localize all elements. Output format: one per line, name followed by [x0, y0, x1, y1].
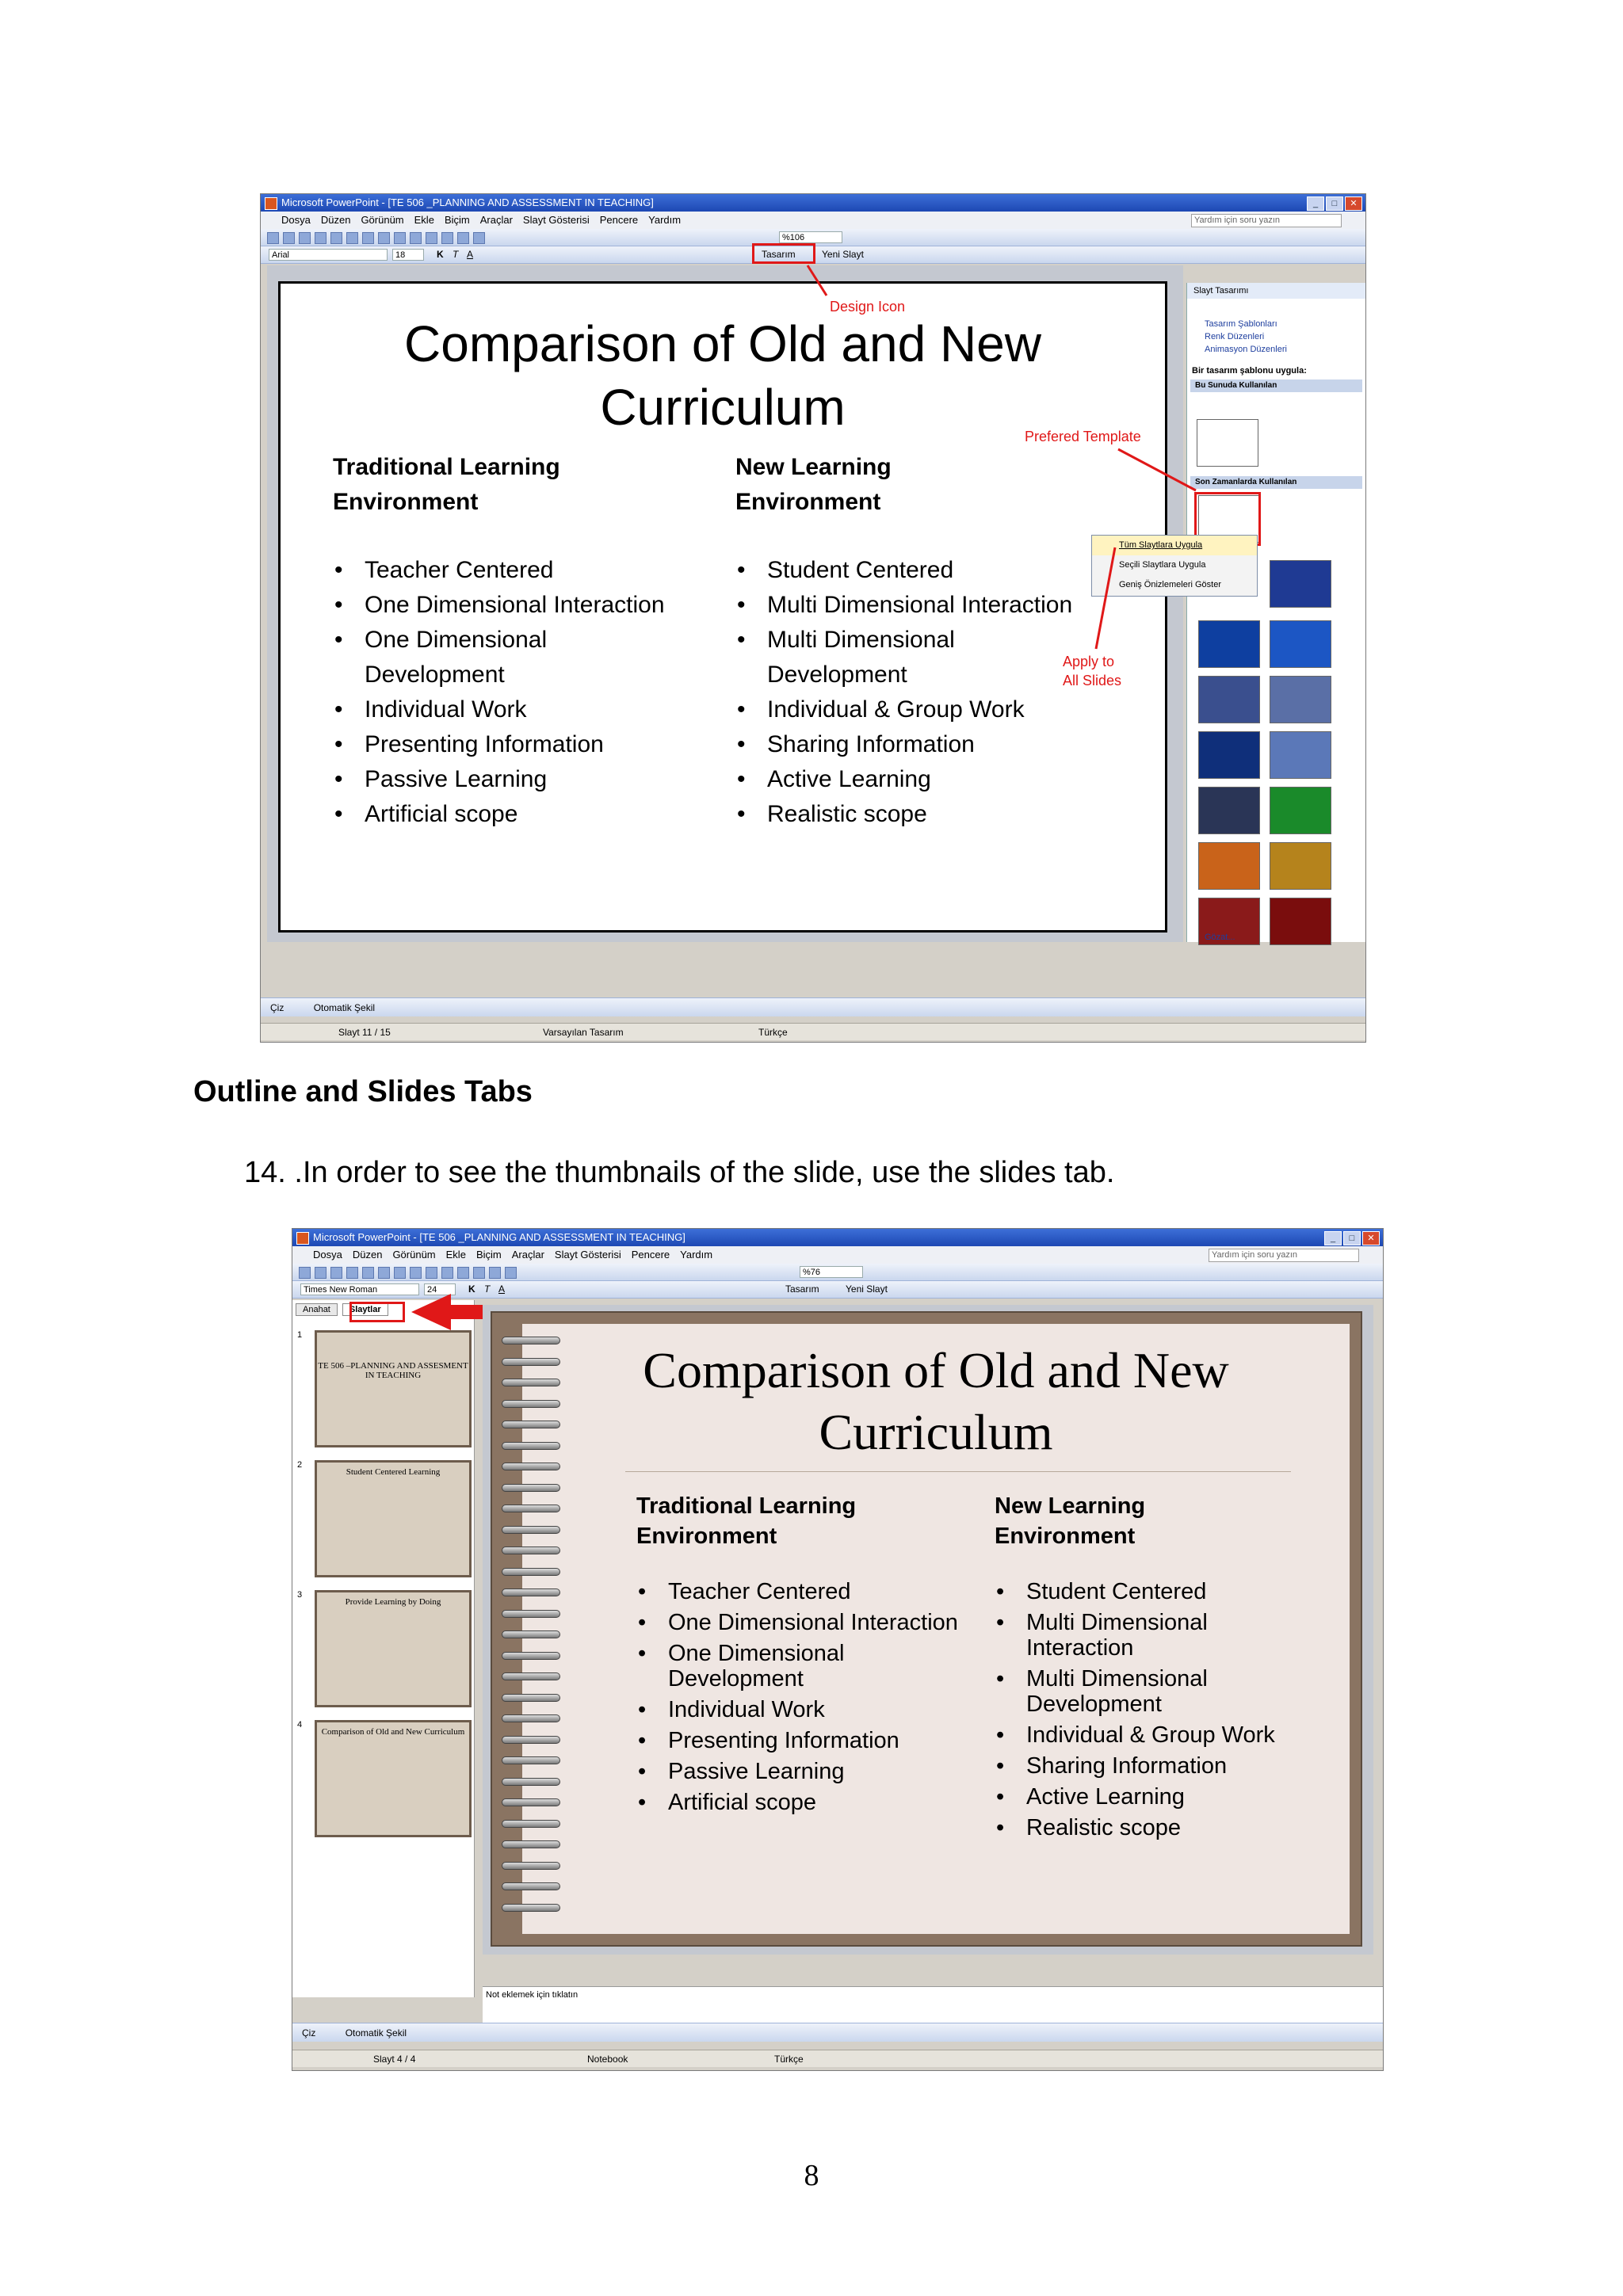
apply-selected-slides-item[interactable]: Seçili Slaytlara Uygula — [1119, 560, 1206, 570]
menu-help[interactable]: Yardım — [680, 1249, 713, 1261]
design-button[interactable]: Tasarım — [762, 249, 796, 260]
list-item: • Active Learning — [995, 1784, 1312, 1810]
italic-button[interactable]: T — [453, 249, 459, 260]
left-heading-line2: Environment — [333, 489, 479, 515]
thumb-number: 1 — [297, 1330, 303, 1340]
slide-title-line2: Curriculum — [600, 379, 846, 436]
menu-insert[interactable]: Ekle — [414, 214, 434, 226]
list-item: • One Dimensional Development — [333, 623, 571, 692]
zoom-select[interactable]: %106 — [779, 231, 842, 243]
spiral-ring — [502, 1798, 560, 1806]
spiral-ring — [502, 1652, 560, 1660]
slide-thumbnail-4[interactable] — [315, 1720, 472, 1837]
right-heading-line2: Environment — [995, 1524, 1136, 1549]
status-language: Türkçe — [758, 1027, 788, 1038]
spiral-ring — [502, 1694, 560, 1702]
step-paragraph: 14. .In order to see the thumbnails of the slide, use the slides tab. — [244, 1156, 1115, 1189]
list-item: • Student Centered — [735, 553, 1116, 588]
status-design-name: Notebook — [587, 2054, 628, 2065]
list-item: • Teacher Centered — [333, 553, 705, 588]
status-bar — [261, 1023, 1365, 1040]
list-item: • Passive Learning — [333, 762, 705, 797]
menu-format[interactable]: Biçim — [475, 1249, 502, 1261]
list-item: • Artificial scope — [333, 797, 705, 832]
list-item: • Sharing Information — [995, 1753, 1312, 1779]
spiral-ring — [502, 1463, 560, 1470]
slide-paper — [522, 1324, 1350, 1934]
list-item: • Realistic scope — [735, 797, 1116, 832]
right-heading-line1: New Learning — [995, 1493, 1146, 1519]
new-slide-button[interactable]: Yeni Slayt — [822, 249, 864, 260]
spiral-ring — [502, 1778, 560, 1786]
slide-thumbnail-3[interactable] — [315, 1590, 472, 1707]
spiral-ring — [502, 1568, 560, 1576]
status-slide-count: Slayt 4 / 4 — [373, 2054, 416, 2065]
font-name-select[interactable]: Arial — [269, 249, 388, 261]
slide-title-line2: Curriculum — [819, 1404, 1053, 1460]
spiral-ring — [502, 1400, 560, 1408]
thumbnail-title: Student Centered Learning — [346, 1467, 441, 1477]
menu-slideshow[interactable]: Slayt Gösterisi — [522, 214, 590, 226]
preferred-template-annotation: Prefered Template — [1025, 429, 1141, 444]
list-item: • Individual Work — [636, 1697, 977, 1722]
thumbnail-title: Comparison of Old and New Curriculum — [321, 1727, 465, 1737]
menu-file[interactable]: Dosya — [313, 1249, 342, 1261]
maximize-icon[interactable]: □ — [1326, 196, 1343, 211]
title-divider — [625, 1471, 1291, 1472]
spiral-ring — [502, 1379, 560, 1386]
slides-panel — [292, 1300, 475, 1997]
list-item: • Individual & Group Work — [995, 1722, 1312, 1748]
menu-tools[interactable]: Araçlar — [511, 1249, 544, 1261]
tab-outline[interactable]: Anahat — [296, 1303, 338, 1316]
maximize-icon[interactable]: □ — [1343, 1231, 1361, 1245]
spiral-ring — [502, 1904, 560, 1912]
help-search-input[interactable]: Yardım için soru yazın — [1191, 214, 1342, 227]
thumb-number: 2 — [297, 1460, 303, 1470]
menu-edit[interactable]: Düzen — [352, 1249, 383, 1261]
left-heading-line2: Environment — [636, 1524, 777, 1549]
menu-view[interactable]: Görünüm — [361, 214, 404, 226]
spiral-ring — [502, 1484, 560, 1492]
list-item: • One Dimensional Interaction — [636, 1610, 977, 1635]
list-item: • Active Learning — [735, 762, 1116, 797]
spiral-ring — [502, 1358, 560, 1366]
slide-thumbnail-2[interactable] — [315, 1460, 472, 1577]
drawing-toolbar — [292, 2023, 1383, 2042]
animation-schemes-link[interactable]: Animasyon Düzenleri — [1205, 345, 1287, 354]
status-design-name: Varsayılan Tasarım — [543, 1027, 624, 1038]
color-schemes-link[interactable]: Renk Düzenleri — [1205, 332, 1265, 341]
spiral-ring — [502, 1337, 560, 1344]
list-item: • Sharing Information — [735, 727, 1116, 762]
draw-menu[interactable]: Çiz — [270, 1002, 285, 1013]
autoshapes-menu[interactable]: Otomatik Şekil — [313, 1002, 376, 1013]
spiral-ring — [502, 1756, 560, 1764]
list-item: • Presenting Information — [636, 1728, 977, 1753]
spiral-ring — [502, 1714, 560, 1722]
menu-edit[interactable]: Düzen — [320, 214, 351, 226]
apply-all-pointer — [1096, 547, 1115, 649]
list-item: • Multi Dimensional Interaction — [995, 1610, 1224, 1661]
spiral-ring — [502, 1630, 560, 1638]
drawing-toolbar — [261, 997, 1365, 1016]
notebook-slide — [491, 1311, 1362, 1947]
left-heading-line1: Traditional Learning — [636, 1493, 857, 1519]
bold-button[interactable]: K — [437, 249, 444, 260]
spiral-ring — [502, 1736, 560, 1744]
pane-title: Slayt Tasarımı — [1187, 283, 1365, 299]
spiral-ring — [502, 1421, 560, 1428]
menu-help[interactable]: Yardım — [648, 214, 682, 226]
apply-template-label: Bir tasarım şablonu uygula: — [1192, 366, 1307, 376]
list-item: • Multi Dimensional Development — [735, 623, 973, 692]
slide-workspace — [483, 1305, 1373, 1955]
thumb-number: 4 — [297, 1720, 303, 1730]
section-used-label: Bu Sunuda Kullanılan — [1190, 379, 1362, 392]
menu-window[interactable]: Pencere — [631, 1249, 670, 1261]
screenshot-design-pane — [260, 193, 1366, 1043]
minimize-icon[interactable]: _ — [1307, 196, 1324, 211]
list-item: • Multi Dimensional Development — [995, 1666, 1224, 1717]
screenshot-slides-tab — [292, 1228, 1384, 2071]
status-language: Türkçe — [774, 2054, 804, 2065]
menu-format[interactable]: Biçim — [444, 214, 470, 226]
notes-pane[interactable]: Not eklemek için tıklatın — [483, 1986, 1383, 2023]
help-search-input[interactable]: Yardım için soru yazın — [1209, 1249, 1359, 1262]
page-number: 8 — [804, 2159, 819, 2192]
spiral-ring — [502, 1442, 560, 1450]
menu-slideshow[interactable]: Slayt Gösterisi — [554, 1249, 621, 1261]
apply-all-annotation-line1: Apply to — [1063, 654, 1115, 669]
design-icon-pointer — [808, 265, 827, 296]
spiral-ring — [502, 1882, 560, 1890]
list-item: • Realistic scope — [995, 1815, 1312, 1840]
thumbnail-title: TE 506 –PLANNING AND ASSESMENT IN TEACHING — [318, 1361, 468, 1380]
preferred-template-pointer — [1118, 449, 1196, 490]
section-heading: Outline and Slides Tabs — [193, 1075, 533, 1108]
left-bullet-list — [636, 1579, 977, 1821]
spiral-ring — [502, 1862, 560, 1870]
list-item: • One Dimensional Development — [636, 1641, 866, 1691]
spiral-ring — [502, 1547, 560, 1554]
zoom-select[interactable]: %76 — [800, 1266, 863, 1278]
spiral-ring — [502, 1589, 560, 1596]
menu-tools[interactable]: Araçlar — [479, 214, 513, 226]
list-item: • Presenting Information — [333, 727, 705, 762]
draw-menu[interactable]: Çiz — [302, 2027, 316, 2039]
apply-all-annotation-line2: All Slides — [1063, 673, 1122, 688]
right-heading-line1: New Learning — [735, 454, 892, 480]
close-icon[interactable]: ✕ — [1345, 196, 1362, 211]
underline-button[interactable]: A — [467, 249, 474, 260]
design-button[interactable]: Tasarım — [785, 1283, 819, 1295]
spiral-ring — [502, 1840, 560, 1848]
tab-slides[interactable]: Slaytlar — [342, 1303, 388, 1316]
list-item: • Teacher Centered — [636, 1579, 977, 1604]
list-item: • Artificial scope — [636, 1790, 977, 1815]
font-name-select[interactable]: Times New Roman — [300, 1283, 419, 1295]
spiral-ring — [502, 1505, 560, 1512]
design-icon-annotation: Design Icon — [830, 299, 906, 315]
spiral-ring — [502, 1672, 560, 1680]
minimize-icon[interactable]: _ — [1324, 1231, 1342, 1245]
slide-title-line1: Comparison of Old and New — [643, 1342, 1229, 1398]
large-previews-item[interactable]: Geniş Önizlemeleri Göster — [1119, 580, 1221, 589]
font-size-select[interactable]: 24 — [424, 1283, 456, 1295]
list-item: • Individual Work — [333, 692, 705, 727]
window-title: Microsoft PowerPoint - [TE 506 _PLANNING AND ASSESSMENT IN TEACHING] — [313, 1231, 685, 1243]
slide-title-line1: Comparison of Old and New — [404, 315, 1041, 372]
bold-button[interactable]: K — [468, 1283, 475, 1295]
list-item: • One Dimensional Interaction — [333, 588, 705, 623]
spiral-ring — [502, 1526, 560, 1534]
autoshapes-menu[interactable]: Otomatik Şekil — [345, 2027, 407, 2039]
apply-all-slides-item[interactable]: Tüm Slaytlara Uygula — [1092, 536, 1257, 555]
thumbnail-title: Provide Learning by Doing — [345, 1597, 441, 1607]
menu-file[interactable]: Dosya — [281, 214, 311, 226]
list-item: • Individual & Group Work — [735, 692, 1116, 727]
list-item: • Passive Learning — [636, 1759, 977, 1784]
right-heading-line2: Environment — [735, 489, 881, 515]
browse-link[interactable]: Gözat... — [1205, 933, 1235, 942]
list-item: • Student Centered — [995, 1579, 1312, 1604]
right-bullet-list — [995, 1579, 1312, 1846]
italic-button[interactable]: T — [484, 1283, 491, 1295]
left-heading-line1: Traditional Learning — [333, 454, 560, 480]
design-templates-link[interactable]: Tasarım Şablonları — [1205, 319, 1277, 329]
thumb-number: 3 — [297, 1590, 303, 1600]
underline-button[interactable]: A — [498, 1283, 506, 1295]
close-icon[interactable]: ✕ — [1362, 1231, 1380, 1245]
section-recent-label: Son Zamanlarda Kullanılan — [1190, 476, 1362, 489]
spiral-binding — [502, 1337, 565, 1923]
new-slide-button[interactable]: Yeni Slayt — [846, 1283, 888, 1295]
menu-view[interactable]: Görünüm — [392, 1249, 436, 1261]
menu-insert[interactable]: Ekle — [445, 1249, 466, 1261]
window-title: Microsoft PowerPoint - [TE 506 _PLANNING AND ASSESSMENT IN TEACHING] — [281, 196, 654, 208]
status-slide-count: Slayt 11 / 15 — [338, 1027, 391, 1038]
spiral-ring — [502, 1610, 560, 1618]
status-bar — [292, 2050, 1383, 2067]
annotation-arrows — [261, 194, 1365, 1042]
spiral-ring — [502, 1820, 560, 1828]
menu-window[interactable]: Pencere — [599, 214, 639, 226]
list-item: • Multi Dimensional Interaction — [735, 588, 1116, 623]
font-size-select[interactable]: 18 — [392, 249, 424, 261]
